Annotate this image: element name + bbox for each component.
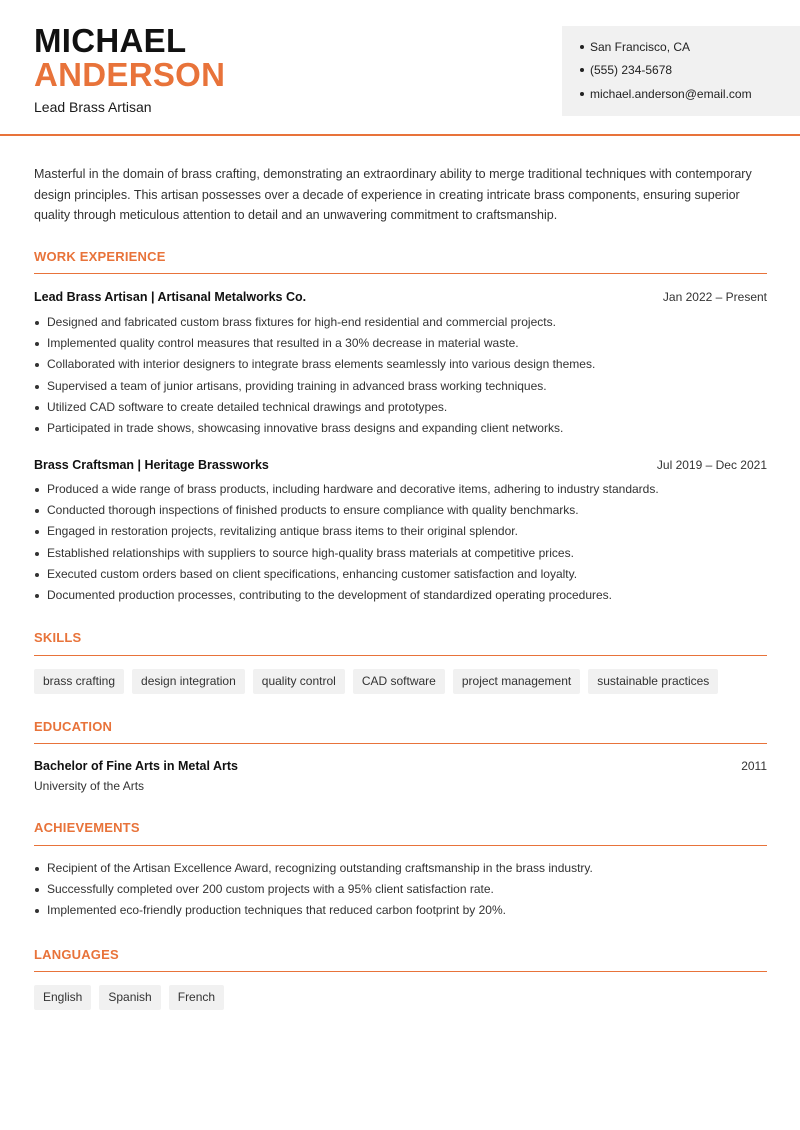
education-degree: Bachelor of Fine Arts in Metal Arts <box>34 759 238 773</box>
contact-email <box>580 87 752 101</box>
job-header <box>34 458 767 472</box>
section-divider <box>34 971 767 972</box>
summary: Masterful in the domain of brass crafting, demonstrating an extraordinary ability to merge traditional techniques with contemporary design principles. This artisan possesses over a decade of experience in creating intricate brass components, ensuring superior quality through meticulous attention to detail and an unwavering commitment to craftsmanship. <box>34 167 752 222</box>
section-divider <box>34 845 767 846</box>
section-title-achievements: ACHIEVEMENTS <box>34 820 140 835</box>
location-text: San Francisco, CA <box>590 40 691 54</box>
job-dates: Jul 2019 – Dec 2021 <box>656 458 767 472</box>
list-item: Supervised a team of junior artisans, providing training in advanced brass working techniques. <box>34 376 767 397</box>
email-text: michael.anderson@email.com <box>590 87 752 101</box>
language-chip: Spanish <box>99 985 160 1010</box>
skill-chip: brass crafting <box>34 669 124 694</box>
list-item: Implemented quality control measures that resulted in a 30% decrease in material waste. <box>34 333 767 354</box>
first-name: MICHAEL <box>34 22 187 59</box>
job-bullets <box>34 479 767 606</box>
section-title-skills: SKILLS <box>34 630 82 645</box>
contact-location <box>580 40 690 54</box>
section-title-education: EDUCATION <box>34 719 113 734</box>
contact-phone <box>580 63 672 77</box>
section-title-languages: LANGUAGES <box>34 947 119 962</box>
skill-chip: quality control <box>253 669 345 694</box>
section-divider <box>34 273 767 274</box>
list-item: Recipient of the Artisan Excellence Award, recognizing outstanding craftsmanship in the brass industry. <box>34 858 767 879</box>
skill-chip: design integration <box>132 669 245 694</box>
last-name: ANDERSON <box>34 56 226 93</box>
section-title-work: WORK EXPERIENCE <box>34 249 166 264</box>
contact-box <box>562 26 800 116</box>
job-bullets <box>34 312 767 439</box>
skill-chip: project management <box>453 669 580 694</box>
list-item: Participated in trade shows, showcasing innovative brass designs and expanding client networks. <box>34 418 767 439</box>
list-item: Utilized CAD software to create detailed technical drawings and prototypes. <box>34 397 767 418</box>
language-chip: English <box>34 985 91 1010</box>
education-year: 2011 <box>741 759 767 773</box>
job-role: Lead Brass Artisan | Artisanal Metalworks Co. <box>34 290 307 304</box>
job-dates: Jan 2022 – Present <box>662 290 767 304</box>
list-item: Engaged in restoration projects, revitalizing antique brass items to their original splendor. <box>34 521 767 542</box>
education-school: University of the Arts <box>34 779 145 793</box>
list-item: Documented production processes, contributing to the development of standardized operating procedures. <box>34 585 767 606</box>
list-item: Implemented eco-friendly production techniques that reduced carbon footprint by 20%. <box>34 900 767 921</box>
bullet-icon <box>580 45 584 49</box>
list-item: Produced a wide range of brass products, including hardware and decorative items, adhering to industry standards. <box>34 479 767 500</box>
skill-chip: sustainable practices <box>588 669 718 694</box>
job-role: Brass Craftsman | Heritage Brassworks <box>34 458 269 472</box>
languages-list <box>34 985 224 1010</box>
bullet-icon <box>580 68 584 72</box>
phone-text: (555) 234-5678 <box>590 63 673 77</box>
achievement-bullets <box>34 858 767 922</box>
list-item: Established relationships with suppliers to source high-quality brass materials at competitive prices. <box>34 543 767 564</box>
list-item: Conducted thorough inspections of finished products to ensure compliance with quality benchmarks. <box>34 500 767 521</box>
job-header <box>34 290 767 304</box>
list-item: Executed custom orders based on client specifications, enhancing customer satisfaction and loyalty. <box>34 564 767 585</box>
list-item: Collaborated with interior designers to integrate brass elements seamlessly into various design themes. <box>34 354 767 375</box>
section-divider <box>34 743 767 744</box>
bullet-icon <box>580 92 584 96</box>
language-chip: French <box>169 985 224 1010</box>
list-item: Designed and fabricated custom brass fixtures for high-end residential and commercial projects. <box>34 312 767 333</box>
list-item: Successfully completed over 200 custom projects with a 95% client satisfaction rate. <box>34 879 767 900</box>
skills-list <box>34 669 718 694</box>
job-title: Lead Brass Artisan <box>34 99 152 115</box>
skill-chip: CAD software <box>353 669 445 694</box>
section-divider <box>34 655 767 656</box>
resume-header <box>0 0 800 136</box>
